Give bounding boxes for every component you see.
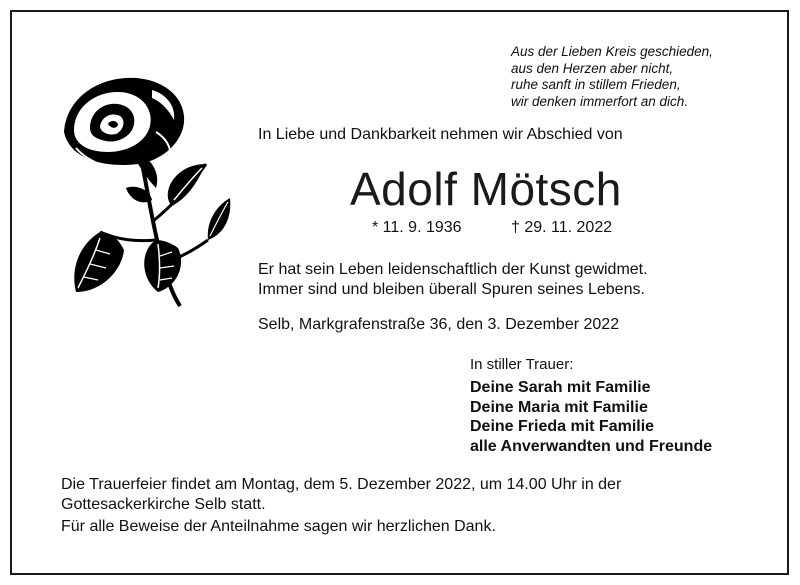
life-line: Er hat sein Leben leidenschaftlich der Kunst gewidmet. [258,261,648,278]
poem-line: wir denken immerfort an dich. [511,93,689,109]
mourner-entry: Deine Sarah mit Familie [470,379,651,396]
thanks-text: Für alle Beweise der Anteilnahme sagen wir herzlichen Dank. [61,518,496,535]
mourner-entry: Deine Maria mit Familie [470,398,648,416]
death-date: † 29. 11. 2022 [511,219,613,236]
birth-date: * 11. 9. 1936 [372,219,462,236]
intro-text: In Liebe und Dankbarkeit nehmen wir Abschied von [258,126,623,143]
poem [511,44,781,110]
mourning-label: In stiller Trauer: [470,356,574,373]
life-line: Immer sind und bleiben überall Spuren seines Lebens. [258,281,645,298]
funeral-info [61,475,621,515]
funeral-line: Die Trauerfeier findet am Montag, dem 5. Dezember 2022, um 14.00 Uhr in der [61,476,622,493]
rose-icon [56,72,232,308]
life-text [258,260,648,300]
place-date: Selb, Markgrafenstraße 36, den 3. Dezember 2022 [258,316,620,333]
mourner-entry: alle Anverwandten und Freunde [470,437,713,455]
deceased-name: Adolf Mötsch [350,163,622,215]
poem-line: aus den Herzen aber nicht, [511,60,674,76]
poem-line: Aus der Lieben Kreis geschieden, [511,44,713,59]
mourner-entry: Deine Frieda mit Familie [470,418,655,435]
poem-line: ruhe sanft in stillem Frieden, [511,77,681,92]
mourners-list [470,378,712,456]
funeral-line: Gottesackerkirche Selb statt. [61,496,266,513]
